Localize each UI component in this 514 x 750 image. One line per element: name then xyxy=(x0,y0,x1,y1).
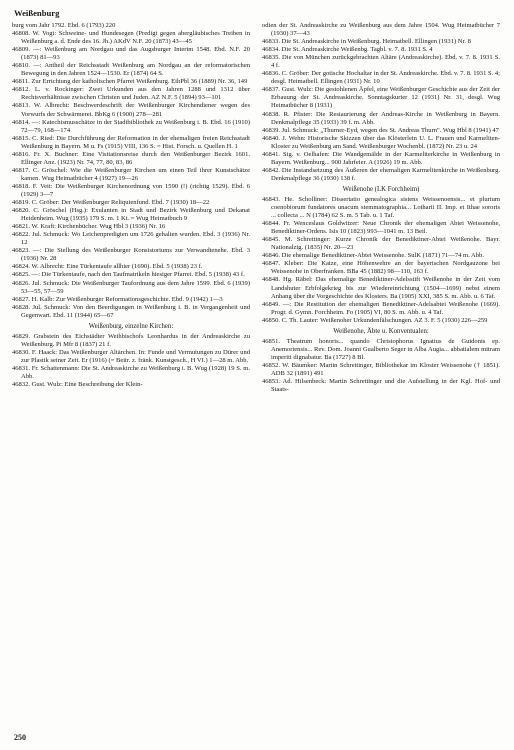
bibliography-entry: 46829. Grabstein des Eichstädter Weihbischofs Leonhardus in der Andreaskirche zu Weißenburg. Pi Mfr 8 (1837) 21 f. xyxy=(12,332,250,348)
bibliography-entry: 46847. Kleber: Die Katze, eine Höhenwehre an der bayerischen Nordgauzone bei Weissenohe in Oberfranken. BBa 45 (1882) 98—110, 163 f. xyxy=(262,260,500,276)
bibliography-entry: 46828. Jul. Schmuck: Von den Beerdigungen in Weißenburg i. B. in Vergangenheit und Gegenwart. Ebd. 11 (1944) 65—67 xyxy=(12,303,250,319)
bibliography-entry: 46822. Jul. Schmuck: Wo Leichenpredigten um 1726 gehalten wurden. Ebd. 3 (1936) Nr. 12 xyxy=(12,231,250,247)
bibliography-entry: 46850. C. Th. Lauter: Weißenoher Urkundenfälschungen. AZ 3. F. 5 (1930) 226—259 xyxy=(262,316,488,324)
bibliography-entry: 46836. C. Gröber: Der gotische Hochaltar in der St. Andreaskirche. Ebd. v. 7. 8. 1931 S. 4; desgl. Heimatbell. Ellingen (1931) Nr. 10 xyxy=(262,70,500,86)
bibliography-entry: 46830. F. Haack: Das Weißenburger Altärchen. In: Funde und Vermutungen zu Dürer und zur Plastik seiner Zeit. Er (1916) (= Beitr. z. fränk. Kunstgesch., H VI.) 1—28 m. Abb. xyxy=(12,348,250,364)
left-column xyxy=(12,22,250,389)
bibliography-entry: 46820. C. Gröschel (Hsg.): Exulanten in Stadt und Bezirk Weißenburg und Dekanat Heidenheim. Wug (1935) 179 S. m. 1 Kt. = Wug Heimatbuch 9 xyxy=(12,207,250,223)
section-heading: Weißenohe, Äbte u. Konventualen: xyxy=(333,327,429,335)
bibliography-entry: 46814. —: Katechismusschätze in der Stadtbibliothek zu Weißenburg i. B. Ebd. 16 (1910) 72—79, 168—174 xyxy=(12,118,250,134)
bibliography-entry: 46832. Gust. Wulz: Eine Beschreibung der Klein- xyxy=(12,381,143,389)
right-column xyxy=(262,22,500,394)
bibliography-entry: 46823. —: Die Stellung des Weißenburger Konsistoriums zur Verwandtenehe. Ebd. 3 (1936) Nr. 28 xyxy=(12,247,250,263)
bibliography-entry: 46852. W. Bäumker: Martin Schrettinger, Bibliothekar im Kloster Weissenohe († 1851). ADB 32 (1891) 491 xyxy=(262,361,500,377)
bibliography-entry: 46809. —: Weißenburg am Nordgau und das Augsburger Interim 1548. Ebd. N.F. 20 (1873) 81—93 xyxy=(12,46,250,62)
bibliography-entry: 46821. W. Kraft: Kirchenbücher. Wug Hbl 3 (1936) Nr. 16 xyxy=(12,223,166,231)
bibliography-entry: burg vom Jahr 1792. Ebd. 6 (1793) 220 xyxy=(12,22,116,29)
bibliography-entry: 46845. M. Schrettinger: Kurze Chronik der Benediktiner-Abtei Weißenohe. Bayr. Nationalztg. (1835) Nr. 20—23 xyxy=(262,236,500,252)
bibliography-entry: 46824. W. Albrecht: Eine Türkentaufe allhier (1690). Ebd. 5 (1938) 23 f. xyxy=(12,263,203,271)
section-heading: Weißenohe (LK Forchheim) xyxy=(342,185,420,193)
bibliography-entry: 46840. J. Wehn: Historische Skizzen über das Klösterlein U. L. Frauen und Karmeliten-Kloster zu Weißenburg am Sand. Weißenburger Wochenbl. (1872) Nr. 23 u. 24 xyxy=(262,134,500,150)
bibliography-entry: 46835. Die von München zurückgebrachten Altäre (Andreaskirche). Ebd. v. 7. 8. 1931 S. 4 f. xyxy=(262,54,500,70)
bibliography-entry: 46810. —: Antheil der Reichsstadt Weißenburg am Nordgau an der reformatorischen Bewegung in den Jahren 1524—1530. Er (1874) 64 S. xyxy=(12,62,250,78)
bibliography-entry: 46818. F. Veit: Die Weißenburger Kirchenordnung von 1590 (!) (richtig 1529). Ebd. 6 (1929) 3—7 xyxy=(12,182,250,198)
bibliography-entry: 46825. —: Die Türkentaufe, nach den Taufmatrikeln hiesiger Pfarrei. Ebd. 5 (1938) 43 f. xyxy=(12,271,245,279)
bibliography-entry: 46819. C. Gröber: Der Weißenburger Reliquienfund. Ebd. 7 (1930) 18—22 xyxy=(12,199,210,207)
bibliography-entry: 46846. Die ehemalige Benediktiner-Abtei Weissenohe. SulK (1871) 71—74 m. Abb. xyxy=(262,252,484,260)
bibliography-entry: 46811. Zur Errichtung der katholischen Pfarrei Weißenburg. EihPbl 36 (1889) Nr. 36, 149 xyxy=(12,78,248,86)
bibliography-entry: 46817. C. Gröschel: Wie die Weißenburger Kirchen um einen Teil ihrer Kunstschätze kamen. Wug Heimatbücher 4 (1927) 19—26 xyxy=(12,166,250,182)
bibliography-entry: 46826. Jul. Schmuck: Die Weißenburger Taufordnung aus dem Jahre 1599. Ebd. 6 (1939) 53—55, 57—59 xyxy=(12,279,250,295)
bibliography-entry: 46843. He. Scholliner: Dissertatio genealogica sistens Weissenoensis... et plurium coenobiorum fundatores unacum stemmatographia... Lotharii II. Imp. et Ithae sororis ... collecta ... N (1784) 62 S. m. 5 Tab. u. 1 Taf. xyxy=(262,195,500,220)
bibliography-entry: 46849. —: Die Restitution der ehemaligen Benediktiner-Adelsabtei Weißenohe (1669). Progr. d. Gymn. Forchheim. Fo (1905) VI, 80 S. m. Abb. u. 4 Taf. xyxy=(262,300,500,316)
bibliography-entry: 46837. Gust. Wulz: Die gestohlenen Äpfel, eine Weißenburger Geschichte aus der Zeit der Erbauung der St. Andreaskirche. Sonntagskurier 12 (1931) Nr. 31, desgl. Wug Heimatbücher 8 (1931) xyxy=(262,86,500,110)
section-heading: Weißenburg, einzelne Kirchen: xyxy=(88,322,174,330)
bibliography-entry: 46831. Fr. Schattenmann: Die St. Andreaskirche zu Weißenburg i. B. Wug (1928) 19 S. m. Abb. xyxy=(12,364,250,381)
bibliography-entry: 46841. Sig. v. Oelhafen: Die Wandgemälde in der Karmeliterkirche in Weißenburg in Bayern. Weißenburg... 900 Jahrfeier. A (1926) 19 m. Abb. xyxy=(262,150,500,166)
bibliography-entry: 46808. W. Vogt: Schweine- und Hundesegen (Predigt gegen abergläubisches Treiben in Weißenburg a. d. Ende des 16. Jh.) AKdV N.F. 20 (1873) 43—45 xyxy=(12,30,250,46)
bibliography-entry: 46812. L. v. Rockinger: Zwei Urkunden aus den Jahren 1288 und 1312 über Rechtsverhältnisse zwischen Christen und Juden. AZ N.F. 5 (1894) 93—101 xyxy=(12,86,250,102)
bibliography-entry: 46839. Jul. Schmuck: „Thurner-Eyd, wegen des St. Andreas Thurn". Wug Hbl 8 (1941) 47 xyxy=(262,126,499,134)
bibliography-entry: odien der St. Andreaskirche zu Weißenburg aus dem Jahre 1504. Wug Heimatbücher 7 (1930) 37—43 xyxy=(262,22,500,38)
bibliography-entry: 46842. Die Instandsetzung des Äußeren der ehemaligen Karmelitenkirche in Weißenburg. Denkmalpflege 36 (1930) 138 f. xyxy=(262,166,500,182)
bibliography-entry: 46848. Hg. Räbel: Das ehemalige Benediktiner-Adelsstift Weißenohe in der Zeit vom Landshuter Erbfolgekrieg bis zur Wiedereinrichtung (1504—1699) nebst einem Anhang über die Vorgeschichte des Klosters. Ba (1905) XXI, 385 S. m. Abb. u. 6 Taf. xyxy=(262,276,500,300)
bibliography-entry: 46844. Fr. Wenceslaus Goldwitzer: Neue Chronik der ehemaligen Abtei Weissenohe, Benediktiner-Ordens. Isis 10 (1823) 993—1041 m. 13 Beil. xyxy=(262,220,500,236)
bibliography-entry: 46816. Fr. X. Buchner: Eine Visitationsreise durch den Weißenburger Bezirk 1601. Ellinger Anz. (1923) Nr. 74, 77, 80, 83, 86 xyxy=(12,150,250,166)
bibliography-entry: 46827. H. Kalb: Zur Weißenburger Reformationsgeschichte. Ebd. 9 (1942) 1—3 xyxy=(12,295,223,303)
bibliography-entry: 46813. W. Albrecht: Beschwerdeschrift der Weißenburger Kirchendiener wegen des Vorwurfs der Schwärmerei. BbKg 6 (1900) 278—281 xyxy=(12,102,250,118)
bibliography-entry: 46815. C. Ried: Die Durchführung der Reformation in der ehemaligen freien Reichsstadt Weißenburg in Bayern. M u. Fs (1915) VIII, 136 S. = Hist. Forsch. u. Quellen H. 1 xyxy=(12,134,250,150)
bibliography-entry: 46833. Die St. Andreaskirche in Weißenburg. Heimatbell. Ellingen (1931) Nr. 8 xyxy=(262,38,471,46)
page-number: 250 xyxy=(14,733,26,742)
bibliography-entry: 46853. Ad. Hilsenbeck: Martin Schrettinger und die Aufstellung in der Kgl. Hof- und Staats- xyxy=(262,378,500,394)
bibliography-entry: 46838. R. Pfister: Die Restaurierung der Andreas-Kirche in Weißenburg in Bayern. Denkmalpflege 35 (1933) 39 f. m. Abb. xyxy=(262,110,500,126)
bibliography-entry: 46851. Theatrum honoris... quando Christophorus Ignatius de Guidonis ep. Anemoriensis... Rev. Dom. Joanni Gualberto Seger in Alba Augia... abbatialem mitram imperiti dignabatur. Ba (1727) 8 Bl. xyxy=(262,337,500,361)
running-header: Weißenburg xyxy=(14,8,60,18)
bibliography-entry: 46834. Die St. Andreaskirche Weißenbg. Tagbl. v. 7. 8. 1931 S. 4 xyxy=(262,46,433,54)
